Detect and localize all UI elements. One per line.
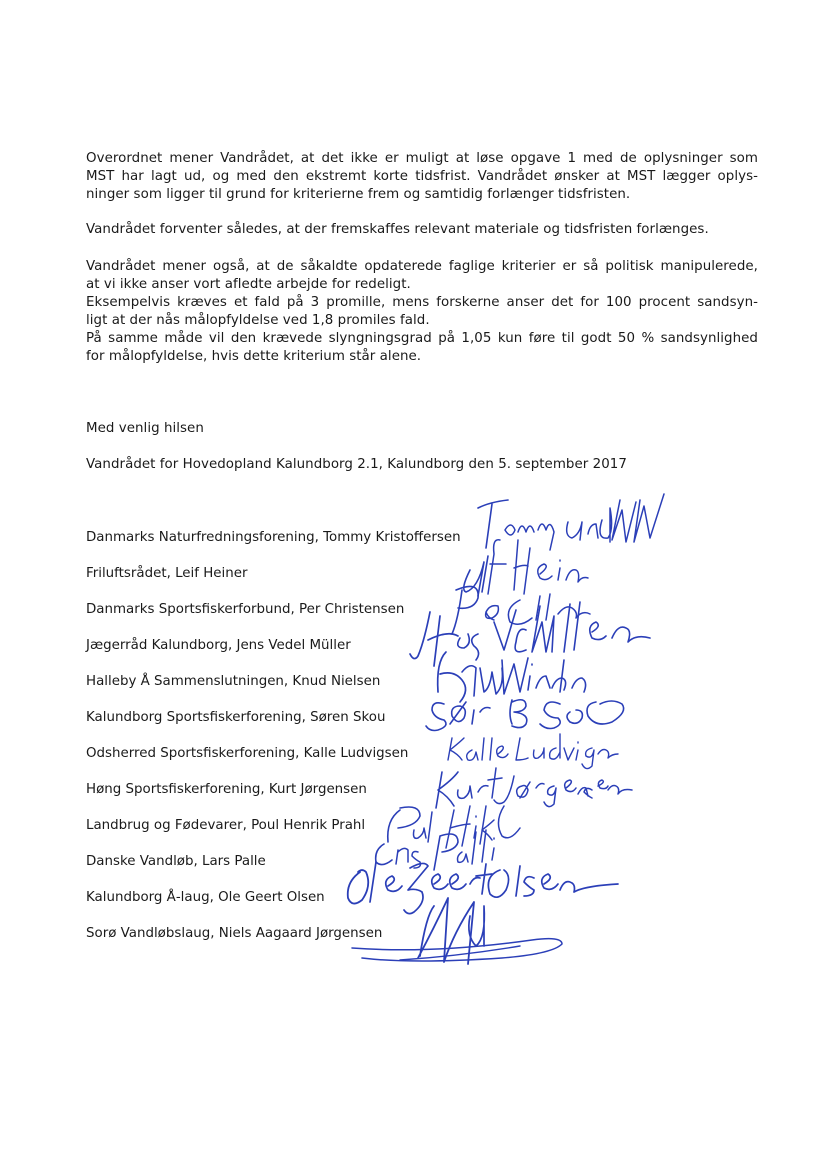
paragraph-3-line-5: På samme måde vil den krævede slyngningsgrad på 1,05 kun føre til godt 50 % sandsynlighed — [86, 331, 758, 346]
signature-soren — [426, 700, 624, 731]
place-date-text: Vandrådet for Hovedopland Kalundborg 2.1, Kalundborg den 5. september 2017 — [86, 457, 627, 472]
signature-kurt — [436, 768, 632, 808]
signature-lars — [376, 830, 494, 870]
signature-leif — [464, 540, 588, 596]
place-date — [86, 456, 758, 474]
paragraph-3-line-2: at vi ikke anser vort afledte arbejde for redeligt. — [86, 277, 411, 292]
signatory-row: Høng Sportsfiskerforening, Kurt Jørgensen — [86, 782, 367, 797]
paragraph-3-line-1: Vandrådet mener også, at de såkaldte opdaterede faglige kriterier er så politisk manipulerede, — [86, 259, 758, 274]
signature-poul — [388, 806, 520, 848]
paragraph-1-line-1: Overordnet mener Vandrådet, at det ikke er muligt at løse opgave 1 med de oplysninger som — [86, 151, 758, 166]
signature-niels — [352, 898, 562, 964]
paragraph-3 — [86, 258, 758, 366]
signatory-row: Kalundborg Sportsfiskerforening, Søren Skou — [86, 710, 386, 725]
signatory-row: Jægerråd Kalundborg, Jens Vedel Müller — [86, 638, 351, 653]
closing-text: Med venlig hilsen — [86, 421, 204, 436]
signature-per — [452, 586, 590, 634]
signature-kalle — [448, 734, 618, 769]
closing — [86, 420, 758, 438]
signature-ole — [348, 862, 618, 914]
signatory-row: Sorø Vandløbslaug, Niels Aagaard Jørgensen — [86, 926, 383, 941]
signature-knud — [438, 652, 586, 702]
signatory-row: Danmarks Sportsfiskerforbund, Per Christensen — [86, 602, 405, 617]
signatory-row: Danske Vandløb, Lars Palle — [86, 854, 266, 869]
signature-jens — [410, 602, 650, 666]
signatory-row: Friluftsrådet, Leif Heiner — [86, 566, 248, 581]
paragraph-2 — [86, 221, 758, 239]
paragraph-3-line-4: ligt at der nås målopfyldelse ved 1,8 promiles fald. — [86, 313, 430, 328]
paragraph-2-line-1: Vandrådet forventer således, at der fremskaffes relevant materiale og tidsfristen forlænges. — [86, 222, 709, 237]
signatory-row: Halleby Å Sammenslutningen, Knud Nielsen — [86, 674, 381, 689]
paragraph-1-line-2: MST har lagt ud, og med den ekstremt korte tidsfrist. Vandrådet ønsker at MST lægger oplys- — [86, 169, 758, 184]
paragraph-1-line-3: ninger som ligger til grund for kriterierne frem og samtidig forlænger tidsfristen. — [86, 187, 631, 202]
signatory-row: Landbrug og Fødevarer, Poul Henrik Prahl — [86, 818, 366, 833]
signatory-row: Danmarks Naturfredningsforening, Tommy Kristoffersen — [86, 530, 461, 545]
signature-tommy — [478, 494, 664, 550]
paragraph-3-line-6: for målopfyldelse, hvis dette kriterium står alene. — [86, 349, 422, 364]
signatory-row: Odsherred Sportsfiskerforening, Kalle Ludvigsen — [86, 746, 409, 761]
signatory-row: Kalundborg Å-laug, Ole Geert Olsen — [86, 890, 325, 905]
paragraph-3-line-3: Eksempelvis kræves et fald på 3 promille, mens forskerne anser det for 100 procent sandsyn- — [86, 295, 758, 310]
paragraph-1 — [86, 150, 758, 204]
